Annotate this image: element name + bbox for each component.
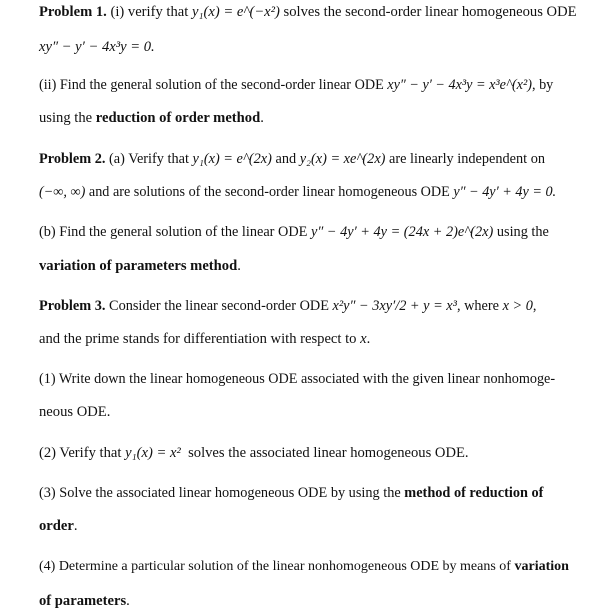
math: y₁(x) = e^(−x²): [191, 4, 280, 20]
bold-text: order: [39, 518, 74, 534]
text: , by: [531, 77, 554, 93]
text: are linearly independent on: [385, 151, 546, 167]
math: x > 0: [502, 298, 533, 314]
text: .: [366, 331, 371, 347]
p3-item-1-line-2: [39, 402, 599, 422]
p3-item-3-line-1: [39, 483, 599, 503]
math: x: [360, 331, 367, 347]
text: (b) Find the general solution of the linear ODE: [39, 224, 311, 240]
text: using the: [39, 110, 96, 126]
text: solves the second-order linear homogeneous ODE: [279, 4, 577, 20]
problem-2-heading: Problem 2.: [39, 151, 106, 167]
bold-text: method of reduction of: [404, 485, 544, 501]
math: xy″ − y′ − 4x³y = 0.: [39, 39, 155, 55]
text: (2) Verify that: [39, 445, 126, 461]
problem-3-heading: Problem 3.: [39, 298, 106, 314]
text: (3) Solve the associated linear homogeneous ODE by using the: [39, 485, 405, 501]
p3-item-3-line-2: [39, 516, 599, 536]
bold-text: reduction of order method: [95, 110, 261, 126]
math: y″ − 4y′ + 4y = (24x + 2)e^(2x): [310, 224, 494, 240]
p1-line-1: [39, 2, 599, 22]
math: xy″ − y′ − 4x³y = x³e^(x²): [387, 77, 532, 93]
text: , where: [456, 298, 503, 314]
p2-line-3: [39, 222, 599, 242]
text: (i) verify that: [106, 4, 192, 20]
math: y″ − 4y′ + 4y = 0.: [453, 184, 557, 200]
p3-item-1-line-1: [39, 369, 599, 389]
math: x²y″ − 3xy′/2 + y = x³: [332, 298, 457, 314]
p3-line-2: [39, 329, 599, 349]
text: (4) Determine a particular solution of the linear nonhomogeneous ODE by means of: [39, 559, 515, 574]
p2-line-4: [39, 256, 599, 276]
p1-line-3: [39, 75, 599, 95]
p2-line-1: [39, 149, 599, 169]
text: ,: [532, 298, 537, 314]
text: and: [271, 151, 300, 167]
bold-text: variation of parameters method: [39, 258, 238, 274]
math: y₁(x) = x²: [125, 445, 181, 461]
p3-line-1: [39, 296, 599, 316]
text: neous ODE.: [39, 404, 111, 420]
p3-item-4-line-2: [39, 591, 599, 611]
text: Consider the linear second-order ODE: [105, 298, 333, 314]
p3-item-2: [39, 443, 599, 463]
text: solves the associated linear homogeneous ODE.: [180, 445, 469, 461]
p3-item-4-line-1: [39, 557, 599, 577]
p1-line-2: [39, 37, 599, 57]
text: and are solutions of the second-order linear homogeneous ODE: [85, 184, 454, 200]
text: .: [126, 593, 130, 609]
text: .: [237, 258, 241, 274]
math: (−∞, ∞): [39, 184, 86, 200]
bold-text: of parameters: [39, 593, 127, 609]
p1-line-4: [39, 108, 599, 128]
p2-line-2: [39, 182, 599, 202]
text: .: [260, 110, 264, 126]
text: .: [73, 518, 78, 534]
text: (a) Verify that: [105, 151, 193, 167]
math: y₁(x) = e^(2x): [192, 151, 272, 167]
text: and the prime stands for differentiation with respect to: [39, 331, 361, 347]
math: y₂(x) = xe^(2x): [299, 151, 386, 167]
bold-text: variation: [514, 559, 569, 574]
text: using the: [493, 224, 549, 240]
text: (1) Write down the linear homogeneous ODE associated with the given linear nonhomoge-: [39, 371, 556, 387]
problem-1-heading: Problem 1.: [39, 4, 107, 20]
text: (ii) Find the general solution of the second-order linear ODE: [39, 77, 388, 93]
